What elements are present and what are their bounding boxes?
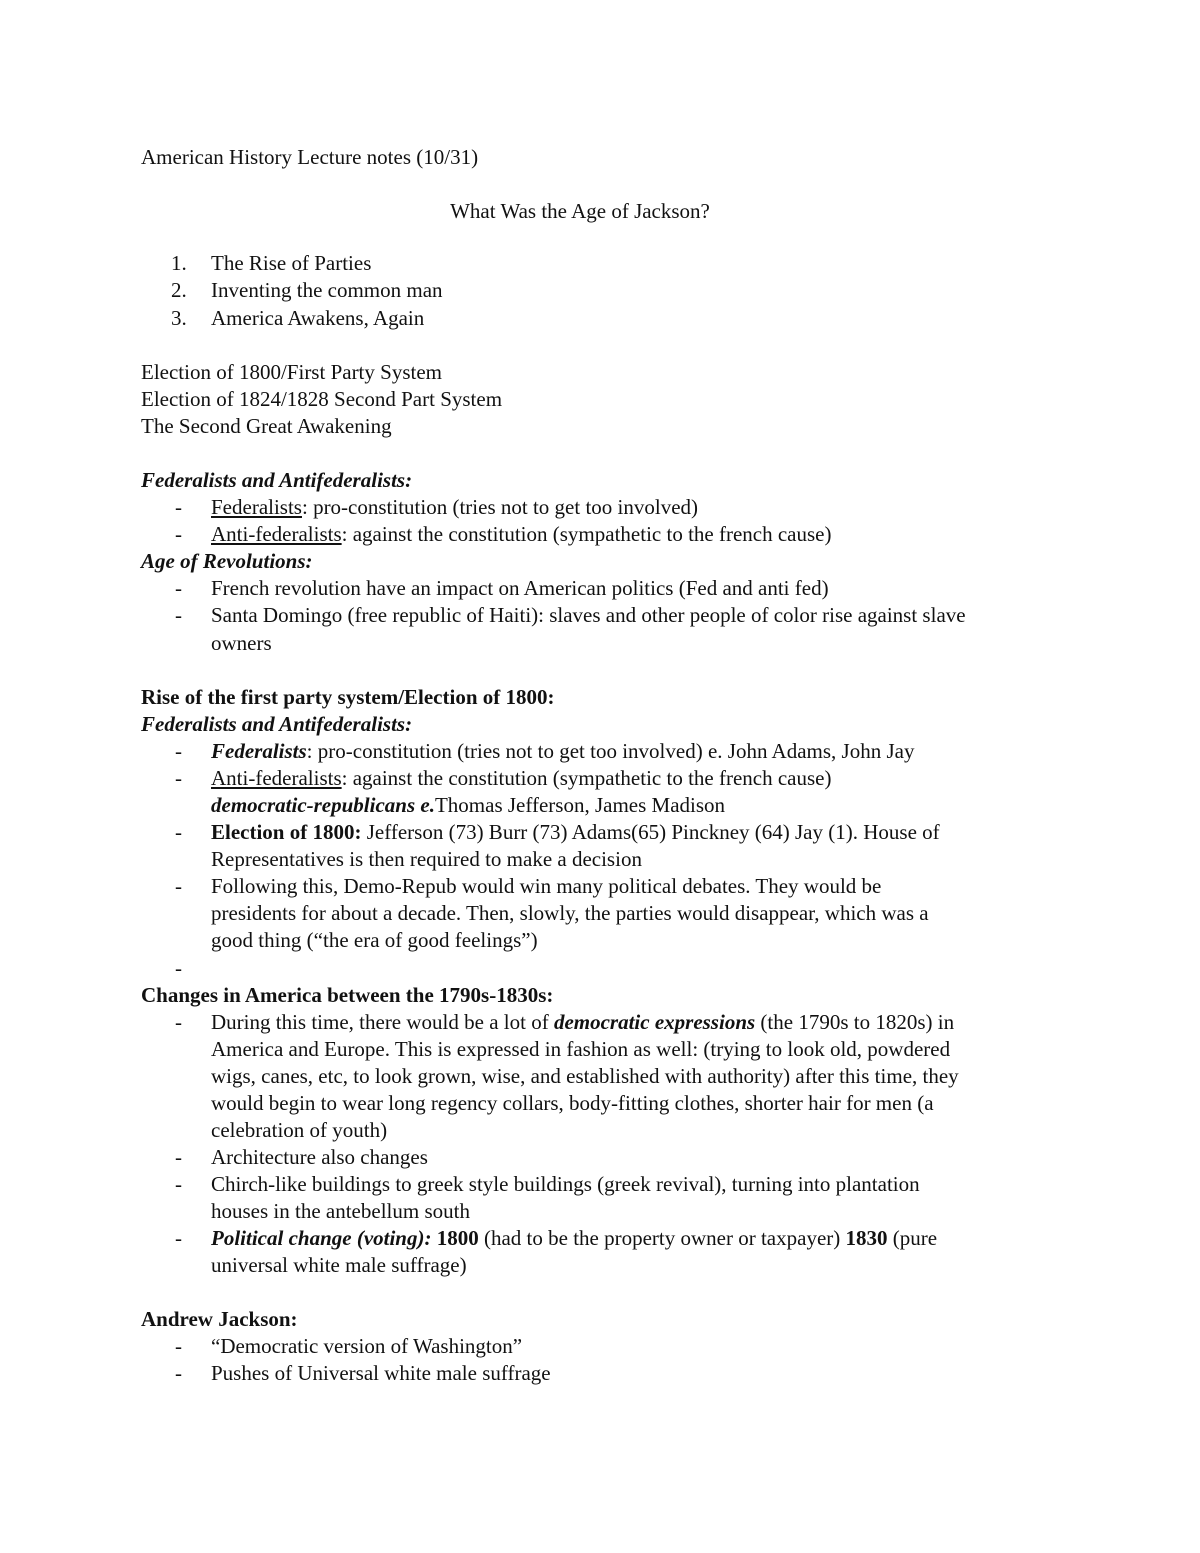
term-federalists: Federalists: [211, 495, 302, 519]
bullet-dash-empty: -: [175, 956, 182, 980]
bullet-rest: Thomas Jefferson, James Madison: [434, 793, 726, 817]
term-election-1800: Election of 1800:: [211, 820, 362, 844]
bullet-text-continued: presidents for about a decade. Then, slowly, the parties would disappear, which was a: [211, 901, 929, 925]
term-political-change: Political change (voting):: [211, 1226, 432, 1250]
bullet-text: “Democratic version of Washington”: [211, 1334, 523, 1358]
bullet-text-continued: wigs, canes, etc, to look grown, wise, and established with authority) after this time, they: [211, 1064, 959, 1088]
bullet-dash: -: [175, 1010, 182, 1034]
bullet-text: Santa Domingo (free republic of Haiti): slaves and other people of color rise against slave: [211, 603, 966, 627]
overview-line: Election of 1800/First Party System: [141, 360, 442, 384]
bullet-dash: -: [175, 1145, 182, 1169]
term-federalists: Federalists: [211, 739, 307, 763]
overview-line: Election of 1824/1828 Second Part System: [141, 387, 503, 411]
outline-item: The Rise of Parties: [211, 251, 372, 275]
bullet-text: Pushes of Universal white male suffrage: [211, 1361, 551, 1385]
page-subtitle: What Was the Age of Jackson?: [450, 199, 710, 223]
outline-number: 2.: [171, 278, 187, 302]
bullet-text-continued: celebration of youth): [211, 1118, 388, 1142]
year-1800: 1800: [431, 1226, 479, 1250]
section-heading: Age of Revolutions:: [141, 549, 313, 573]
bullet-rest: : against the constitution (sympathetic to the french cause): [341, 766, 832, 790]
bullet-text-continued: houses in the antebellum south: [211, 1199, 470, 1223]
term-democratic-republicans: democratic-republicans e.: [211, 793, 435, 817]
bullet-dash: -: [175, 1334, 182, 1358]
bullet-rest: (had to be the property owner or taxpayer): [478, 1226, 846, 1250]
bullet-rest: : against the constitution (sympathetic to the french cause): [341, 522, 832, 546]
bullet-text-continued: Representatives is then required to make a decision: [211, 847, 642, 871]
term-anti-federalists: Anti-federalists: [211, 766, 342, 790]
bullet-text: Following this, Demo-Repub would win many political debates. They would be: [211, 874, 882, 898]
bullet-text: [211, 765, 831, 792]
document-title: American History Lecture notes (10/31): [141, 145, 479, 169]
bullet-dash: -: [175, 1172, 182, 1196]
bullet-dash: -: [175, 522, 182, 546]
bullet-dash: -: [175, 1361, 182, 1385]
outline-item: America Awakens, Again: [211, 306, 425, 330]
bullet-text-continued: universal white male suffrage): [211, 1253, 467, 1277]
section-subheading: Federalists and Antifederalists:: [141, 712, 413, 736]
outline-item: Inventing the common man: [211, 278, 443, 302]
bullet-dash: -: [175, 603, 182, 627]
bullet-rest: : pro-constitution (tries not to get too involved) e. John Adams, John Jay: [306, 739, 915, 763]
bullet-dash: -: [175, 739, 182, 763]
bullet-text: [211, 819, 940, 846]
bullet-rest: (the 1790s to 1820s) in: [755, 1010, 955, 1034]
bullet-rest: During this time, there would be a lot of: [211, 1010, 554, 1034]
bullet-text: [211, 494, 698, 521]
section-heading: Federalists and Antifederalists:: [141, 468, 413, 492]
bullet-dash: -: [175, 820, 182, 844]
year-1830: 1830: [845, 1226, 888, 1250]
term-anti-federalists: Anti-federalists: [211, 522, 342, 546]
bullet-text: [211, 738, 914, 765]
bullet-text-continued: [211, 792, 725, 819]
bullet-dash: -: [175, 874, 182, 898]
bullet-text: [211, 1009, 954, 1036]
section-heading: Andrew Jackson:: [141, 1307, 298, 1331]
bullet-text-continued: owners: [211, 631, 272, 655]
bullet-text: [211, 1225, 937, 1252]
bullet-text-continued: America and Europe. This is expressed in fashion as well: (trying to look old, powdered: [211, 1037, 951, 1061]
bullet-dash: -: [175, 766, 182, 790]
bullet-dash: -: [175, 576, 182, 600]
section-heading: Changes in America between the 1790s-1830s:: [141, 983, 554, 1007]
outline-number: 3.: [171, 306, 187, 330]
term-democratic-expressions: democratic expressions: [553, 1010, 756, 1034]
bullet-dash: -: [175, 1226, 182, 1250]
bullet-rest: Jefferson (73) Burr (73) Adams(65) Pinckney (64) Jay (1). House of: [361, 820, 940, 844]
bullet-text: [211, 521, 831, 548]
bullet-text-continued: would begin to wear long regency collars, body-fitting clothes, shorter hair for men (a: [211, 1091, 934, 1115]
outline-number: 1.: [171, 251, 187, 275]
bullet-text: French revolution have an impact on American politics (Fed and anti fed): [211, 576, 829, 600]
bullet-dash: -: [175, 495, 182, 519]
bullet-text: Chirch-like buildings to greek style buildings (greek revival), turning into plantation: [211, 1172, 920, 1196]
bullet-text: Architecture also changes: [211, 1145, 428, 1169]
section-heading: Rise of the first party system/Election of 1800:: [141, 685, 555, 709]
bullet-rest: : pro-constitution (tries not to get too involved): [301, 495, 699, 519]
bullet-rest: (pure: [887, 1226, 938, 1250]
overview-line: The Second Great Awakening: [141, 414, 392, 438]
bullet-text-continued: good thing (“the era of good feelings”): [211, 928, 538, 952]
